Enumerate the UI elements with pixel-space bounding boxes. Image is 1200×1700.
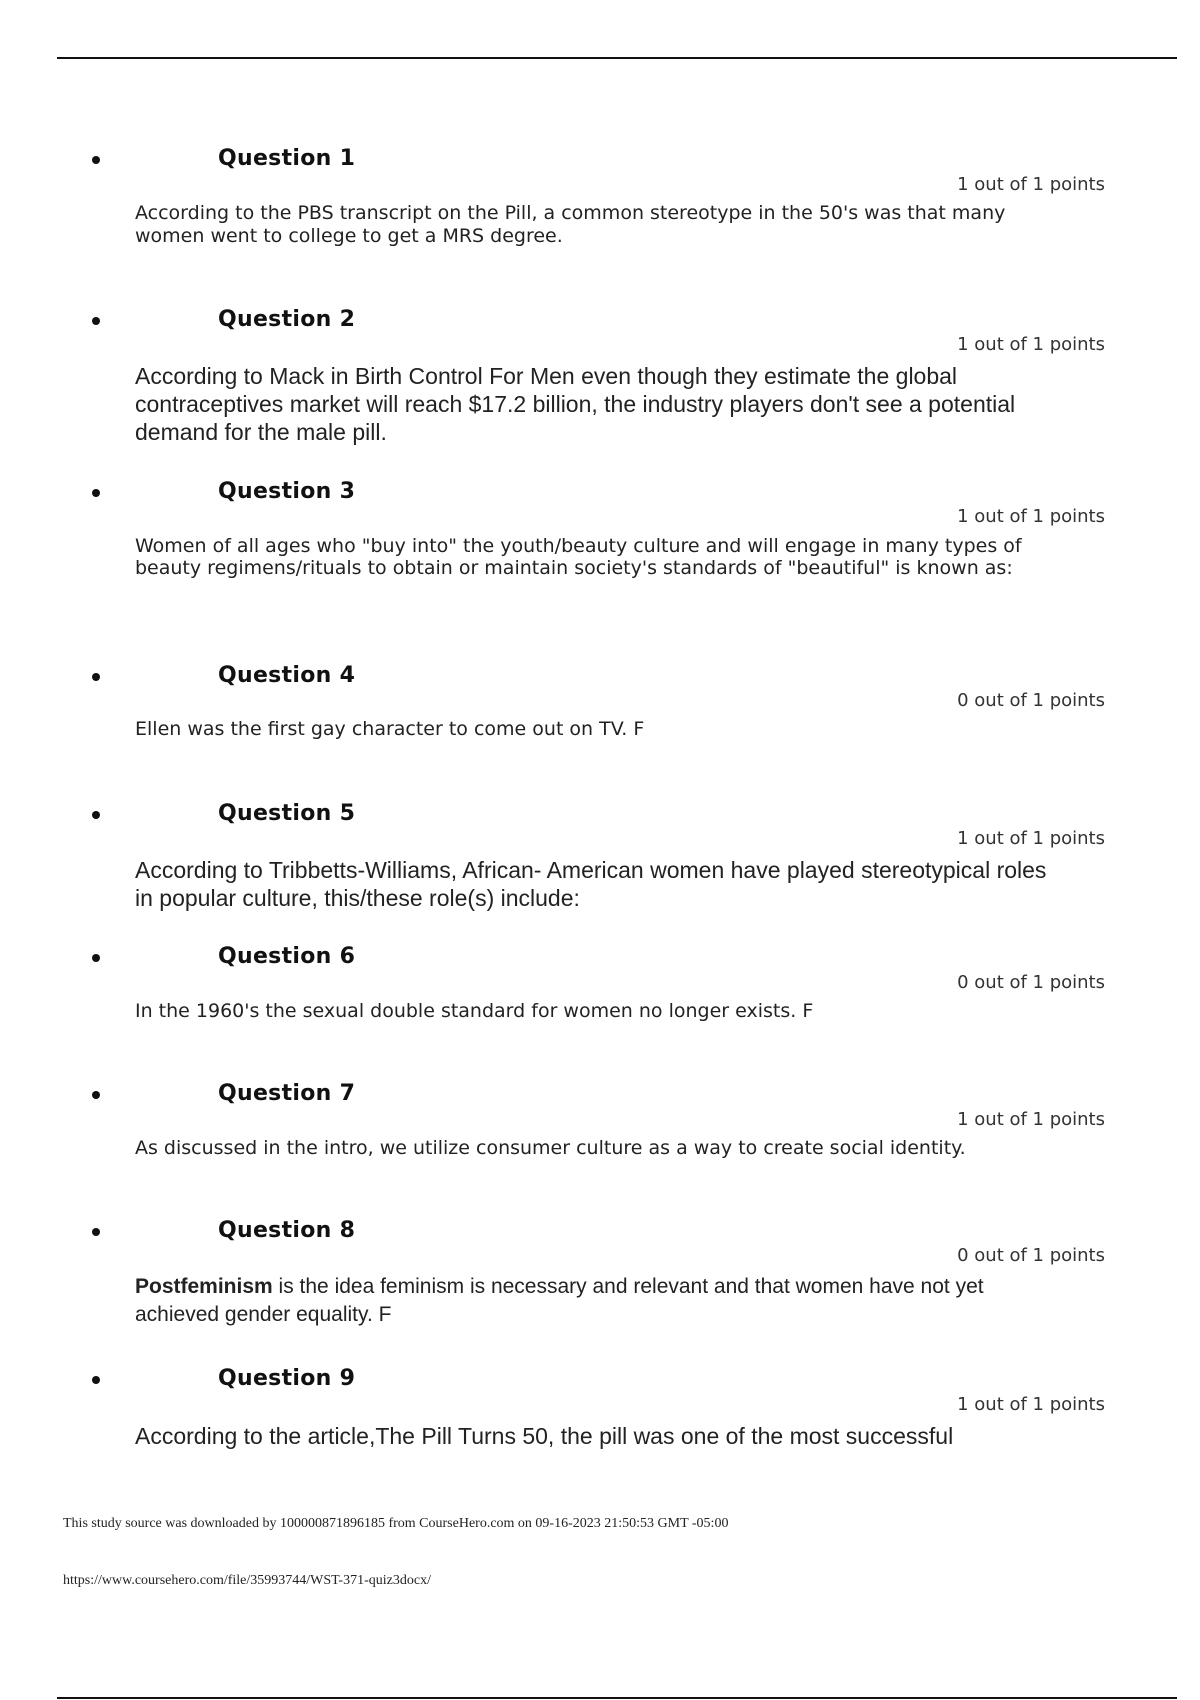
- top-rule: [57, 57, 1177, 59]
- question-title: Question 6: [218, 944, 356, 969]
- bullet-icon: [92, 317, 100, 325]
- bullet-icon: [92, 1376, 100, 1384]
- question-title: Question 1: [218, 146, 356, 171]
- question-points: 1 out of 1 points: [957, 1394, 1105, 1415]
- question-title: Question 3: [218, 479, 356, 504]
- bullet-icon: [92, 811, 100, 819]
- bullet-icon: [92, 1228, 100, 1236]
- question-text: Ellen was the first gay character to come out on TV. F: [135, 718, 645, 740]
- question-text: According to the article,The Pill Turns 50, the pill was one of the most successful: [135, 1423, 954, 1449]
- key-term: Postfeminism: [135, 1275, 273, 1298]
- question-points: 0 out of 1 points: [957, 690, 1105, 711]
- source-url[interactable]: https://www.coursehero.com/file/35993744/WST-371-quiz3docx/: [63, 1573, 431, 1588]
- question-text-rest: is the idea feminism is necessary and relevant and that women have not yet achieved gender equality. F: [135, 1275, 984, 1326]
- question-title: Question 4: [218, 663, 356, 688]
- question-text: In the 1960's the sexual double standard for women no longer exists. F: [135, 1000, 814, 1022]
- question-points: 0 out of 1 points: [957, 972, 1105, 993]
- question-points: 1 out of 1 points: [957, 506, 1105, 527]
- question-title: Question 5: [218, 801, 356, 826]
- download-source-note: This study source was downloaded by 100000871896185 from CourseHero.com on 09-16-2023 21:50:53 GMT -05:00: [63, 1516, 729, 1531]
- question-points: 1 out of 1 points: [957, 1109, 1105, 1130]
- question-text: According to Mack in Birth Control For Men even though they estimate the global contraceptives market will reach $17.2 billion, the industry players don't see a potential demand for the male pill.: [135, 363, 1016, 445]
- question-points: 1 out of 1 points: [957, 174, 1105, 195]
- question-text: According to Tribbetts-Williams, African- American women have played stereotypical roles in popular culture, this/these role(s) include:: [135, 857, 1047, 911]
- question-text: According to the PBS transcript on the Pill, a common stereotype in the 50's was that many women went to college to get a MRS degree.: [135, 202, 1006, 247]
- question-text: [135, 1273, 1055, 1329]
- question-title: Question 9: [218, 1366, 356, 1391]
- bullet-icon: [92, 673, 100, 681]
- question-points: 1 out of 1 points: [957, 828, 1105, 849]
- question-points: 1 out of 1 points: [957, 334, 1105, 355]
- question-title: Question 8: [218, 1218, 356, 1243]
- question-title: Question 7: [218, 1081, 356, 1106]
- question-text: Women of all ages who "buy into" the youth/beauty culture and will engage in many types of beauty regimens/rituals to obtain or maintain society's standards of "beautiful" is known as:: [135, 535, 1022, 579]
- bullet-icon: [92, 156, 100, 164]
- bullet-icon: [92, 954, 100, 962]
- question-title: Question 2: [218, 307, 356, 332]
- bullet-icon: [92, 489, 100, 497]
- bottom-rule: [57, 1697, 1177, 1699]
- question-points: 0 out of 1 points: [957, 1245, 1105, 1266]
- question-text: As discussed in the intro, we utilize consumer culture as a way to create social identity.: [135, 1137, 966, 1159]
- bullet-icon: [92, 1091, 100, 1099]
